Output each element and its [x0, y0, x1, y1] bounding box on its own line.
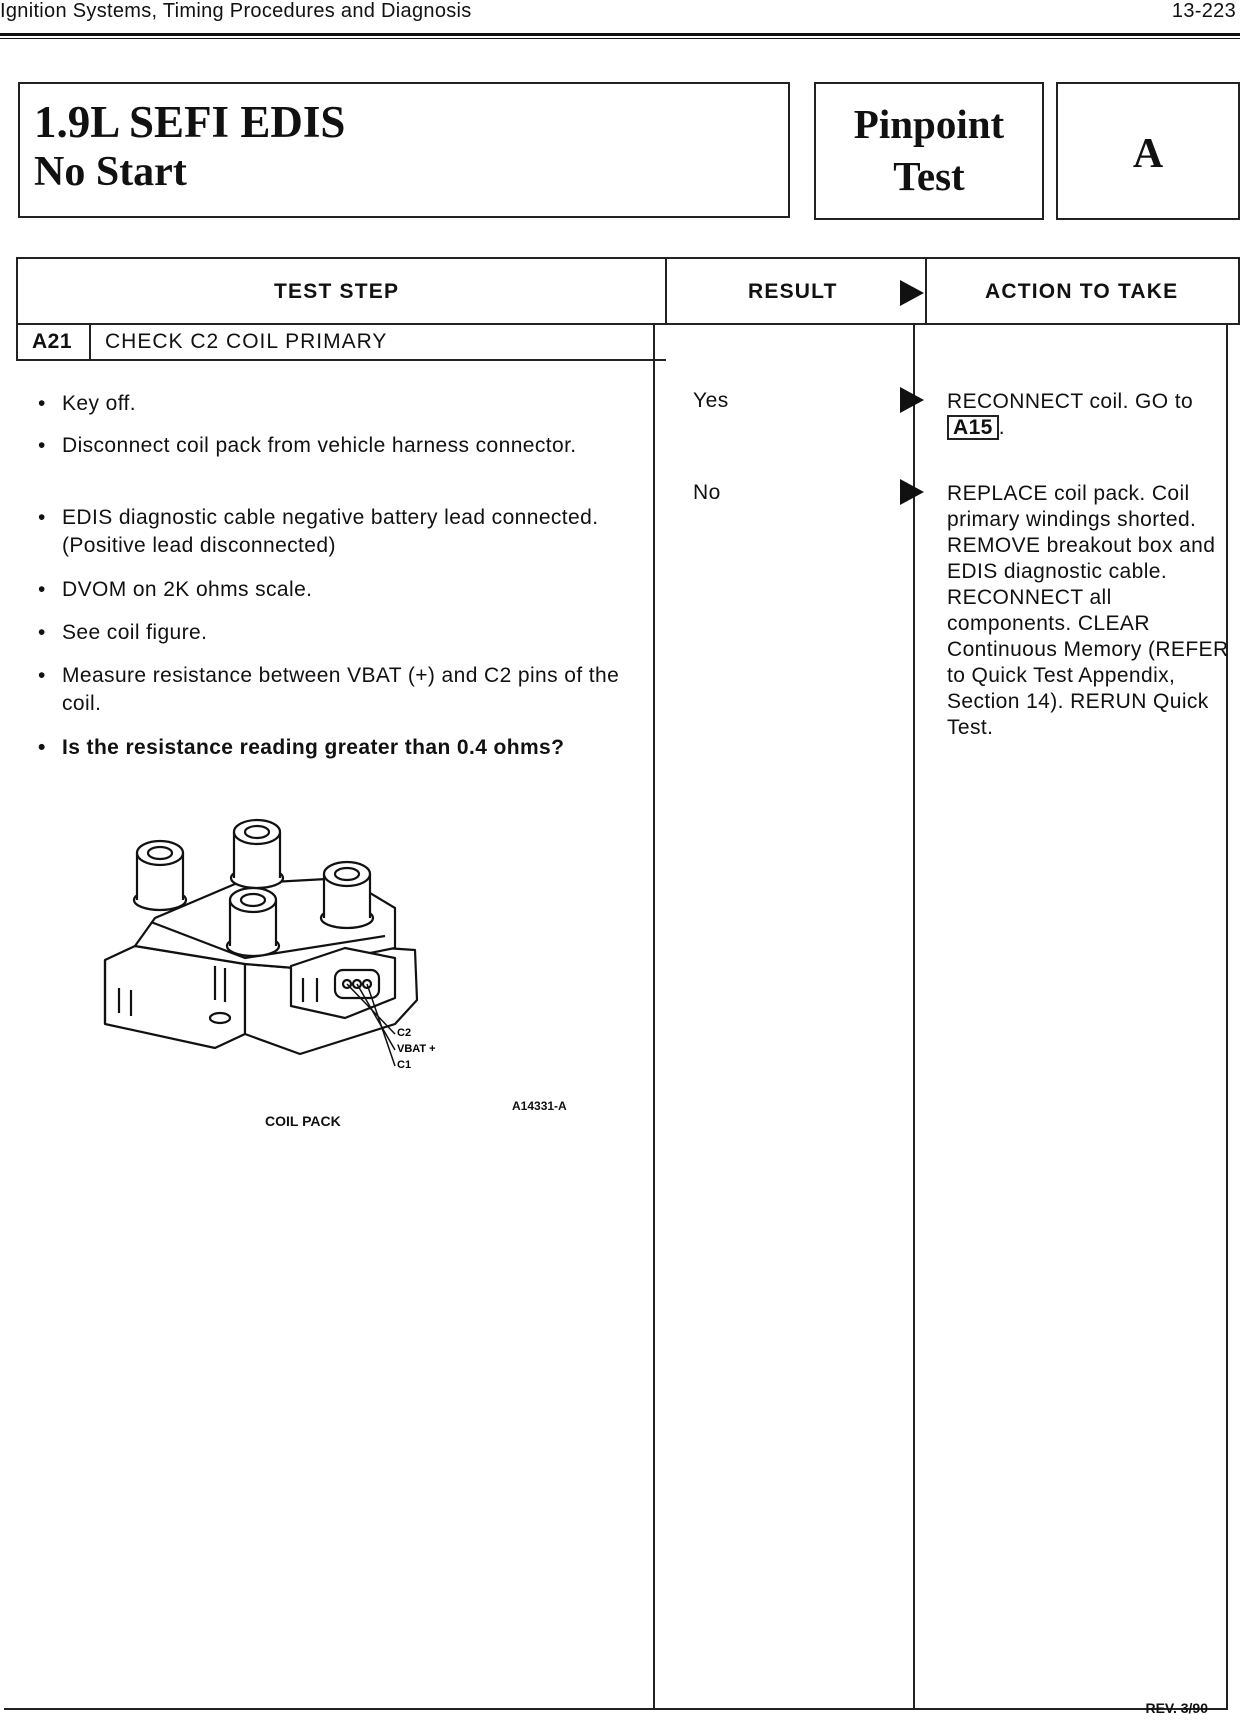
pin-label-c1: C1	[397, 1059, 412, 1071]
symptom-title: No Start	[34, 149, 187, 195]
header-arrow-icon	[900, 280, 924, 306]
bullet-item: • Measure resistance between VBAT (+) and C2 pins of the coil.	[38, 664, 620, 715]
table-bottom-border	[4, 1708, 1228, 1710]
action-yes: RECONNECT coil. GO to A15 .	[947, 390, 1194, 439]
bullet-dot-icon: •	[38, 434, 46, 457]
result-no-arrow-icon	[900, 479, 924, 505]
bullet-item: • See coil figure.	[38, 619, 648, 647]
pin-label-vbat: VBAT +	[397, 1043, 436, 1055]
col-divider-2-head	[925, 257, 927, 325]
step-id: A21	[32, 330, 73, 353]
coil-tower-front	[227, 888, 279, 956]
table-left-border	[16, 257, 18, 361]
bullet-item: • Key off.	[38, 390, 648, 418]
col-divider-2	[913, 325, 915, 1708]
bullet-item-question: • Is the resistance reading greater than 0.4 ohms?	[38, 734, 598, 762]
action-header: ACTION TO TAKE	[985, 280, 1179, 303]
bullet-dot-icon: •	[38, 664, 46, 687]
test-letter-box	[1056, 82, 1240, 220]
bullet-dot-icon: •	[38, 392, 46, 415]
header-bottom-border	[16, 323, 1240, 325]
col-divider-1	[653, 325, 655, 1708]
bullet-item: • Disconnect coil pack from vehicle harness connector.	[38, 432, 598, 460]
result-yes-arrow-icon	[900, 387, 924, 413]
bullet-item: • EDIS diagnostic cable negative battery lead connected. (Positive lead disconnected)	[38, 506, 599, 557]
pinpoint-test-box	[814, 82, 1044, 220]
step-title-bottom-border	[16, 359, 666, 361]
coil-tower-right	[321, 862, 373, 928]
result-no-label: No	[693, 481, 721, 504]
pin-label-c2: C2	[397, 1027, 412, 1039]
coil-pack-figure	[95, 818, 515, 1078]
figure-code: A14331-A	[512, 1099, 567, 1113]
col-divider-1-head	[665, 257, 667, 325]
revision-note: REV. 3/90	[1145, 1700, 1208, 1716]
step-id-divider	[89, 323, 91, 361]
test-label: Test	[893, 153, 965, 199]
figure-caption: COIL PACK	[265, 1113, 341, 1129]
bullet-dot-icon: •	[38, 506, 46, 529]
table-top-border	[16, 257, 1240, 259]
title-box	[18, 82, 790, 218]
result-yes-label: Yes	[693, 389, 729, 412]
test-step-header: TEST STEP	[274, 280, 400, 303]
step-title: CHECK C2 COIL PRIMARY	[105, 330, 388, 353]
table-right-border-head	[1238, 257, 1240, 325]
coil-tower-rear-left	[134, 841, 186, 910]
step-ref-a15[interactable]: A15	[947, 415, 999, 440]
coil-tower-rear-right	[231, 820, 283, 888]
bullet-dot-icon: •	[38, 736, 46, 759]
test-letter: A	[1132, 131, 1164, 177]
result-header: RESULT	[748, 280, 838, 303]
bullet-dot-icon: •	[38, 578, 46, 601]
running-header-title: Ignition Systems, Timing Procedures and Diagnosis	[0, 0, 472, 22]
procedure-title: 1.9L SEFI EDIS	[34, 97, 346, 147]
pinpoint-label: Pinpoint	[853, 101, 1005, 147]
bullet-dot-icon: •	[38, 621, 46, 644]
bullet-item: • DVOM on 2K ohms scale.	[38, 576, 648, 604]
header-rule-thick	[0, 33, 1240, 36]
action-no: REPLACE coil pack. Coil primary windings shorted. REMOVE breakout box and EDIS diagnostic cable. RECONNECT all components. CLEAR Continuous Memory (REFER to Quick Test Appendix, Section 14). RERUN Quick Test.	[947, 482, 1229, 739]
header-rule-thin	[0, 38, 1240, 39]
page-number: 13-223	[1171, 0, 1236, 22]
